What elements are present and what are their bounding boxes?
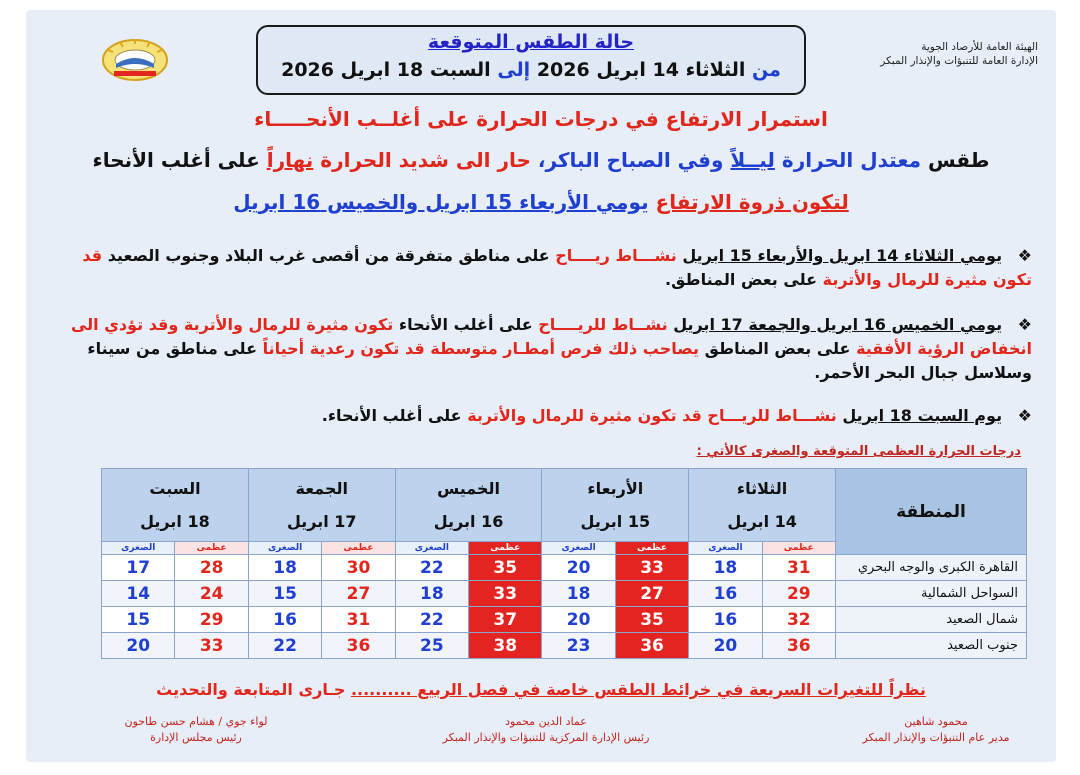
max-temp: 36 — [762, 633, 835, 659]
max-temp: 33 — [175, 633, 248, 659]
table-row — [102, 555, 1027, 581]
bullet-1-text-2: على بعض المناطق. — [665, 270, 818, 289]
max-temp: 35 — [469, 555, 542, 581]
headline-2-g: على أغلب الأنحاء — [92, 148, 260, 172]
title-box — [256, 25, 806, 95]
signature-right — [836, 714, 1036, 746]
region-name: السواحل الشمالية — [836, 581, 1027, 607]
bullet-3-lead: يوم السبت 18 ابريل — [842, 406, 1003, 425]
max-temp: 36 — [322, 633, 395, 659]
org-line-1: الهيئة العامة للأرصاد الجوية — [921, 41, 1038, 53]
headline-3-a: لتكون ذروة الارتفاع — [655, 190, 849, 214]
footer-note-b: جـارى المتابعة والتحديث — [156, 680, 346, 699]
region-name: جنوب الصعيد — [836, 633, 1027, 659]
min-temp: 17 — [102, 555, 175, 581]
footer-note-a: نظراً للتغيرات السريعة في خرائط الطقس خاصة في فصل الربيع .......... — [350, 680, 926, 699]
region-name: القاهرة الكبرى والوجه البحري — [836, 555, 1027, 581]
max-label: عظمى — [175, 542, 248, 555]
max-temp: 37 — [469, 607, 542, 633]
min-label: الصغرى — [102, 542, 175, 555]
min-temp: 16 — [248, 607, 321, 633]
headline-2-e: حار الى شديد الحرارة — [320, 148, 531, 172]
max-temp: 32 — [762, 607, 835, 633]
signature-middle-name: عماد الدين محمود — [505, 715, 587, 728]
diamond-bullet-icon: ❖ — [1017, 246, 1032, 265]
date-to-word: إلى — [497, 59, 531, 81]
min-temp: 15 — [102, 607, 175, 633]
min-temp: 15 — [248, 581, 321, 607]
min-label: الصغرى — [689, 542, 762, 555]
min-temp: 20 — [542, 607, 615, 633]
bullet-2-text-3: على مناطق من سيناء وسلاسل جبال البحر الأحمر. — [87, 339, 1032, 382]
bullet-1-lead: يومي الثلاثاء 14 ابريل والأربعاء 15 ابريل — [682, 246, 1003, 265]
organization-name — [848, 40, 1038, 68]
signature-left — [96, 714, 296, 746]
forecast-bulletin — [26, 10, 1056, 762]
max-temp: 27 — [322, 581, 395, 607]
max-temp: 31 — [762, 555, 835, 581]
bullet-2-accent: نشــاط للريــــاح — [538, 315, 668, 334]
bullet-item-1 — [52, 244, 1032, 292]
min-temp: 14 — [102, 581, 175, 607]
date-end: السبت 18 ابريل 2026 — [281, 59, 491, 81]
day-header-tuesday: الثلاثاء 14 ابريل — [689, 469, 836, 542]
signature-left-name: لواء جوي / هشام حسن طاحون — [124, 715, 268, 728]
min-temp: 22 — [395, 555, 468, 581]
date-start: الثلاثاء 14 ابريل 2026 — [536, 59, 746, 81]
headline-3 — [26, 190, 1056, 214]
min-temp: 22 — [248, 633, 321, 659]
min-temp: 25 — [395, 633, 468, 659]
day-header-friday: الجمعة 17 ابريل — [248, 469, 395, 542]
meteorological-authority-logo-icon — [100, 38, 170, 82]
day-header-thursday: الخميس 16 ابريل — [395, 469, 542, 542]
min-temp: 20 — [689, 633, 762, 659]
min-temp: 20 — [102, 633, 175, 659]
day-header-wednesday: الأربعاء 15 ابريل — [542, 469, 689, 542]
min-temp: 23 — [542, 633, 615, 659]
headline-2-c: ليــلاً — [730, 148, 775, 172]
bullet-1-accent: نشـــاط ريــــاح — [555, 246, 677, 265]
max-temp: 24 — [175, 581, 248, 607]
headline-1: استمرار الارتفاع في درجات الحرارة على أغلــب الأنحـــــاء — [254, 107, 828, 131]
max-temp: 30 — [322, 555, 395, 581]
table-caption: درجات الحرارة العظمى المتوقعة والصغرى كالأتي : — [696, 444, 1021, 459]
bullet-2-accent-2: تكون مثيرة للرمال والأتربة وقد تؤدي الى انخفاض الرؤية الأفقية — [70, 315, 1032, 358]
signature-middle — [406, 714, 686, 746]
signature-right-name: محمود شاهين — [904, 715, 968, 728]
max-label: عظمى — [469, 542, 542, 555]
headline-2-b: معتدل الحرارة — [781, 148, 921, 172]
region-name: شمال الصعيد — [836, 607, 1027, 633]
headline-3-b: يومي الأربعاء 15 ابريل والخميس 16 ابريل — [233, 190, 649, 214]
diamond-bullet-icon: ❖ — [1017, 315, 1032, 334]
headline-2 — [26, 148, 1056, 172]
table-row — [102, 581, 1027, 607]
max-temp: 38 — [469, 633, 542, 659]
day-header-saturday: السبت 18 ابريل — [102, 469, 249, 542]
max-temp: 36 — [615, 633, 688, 659]
min-temp: 16 — [689, 607, 762, 633]
headline-2-f: نهاراً — [266, 148, 314, 172]
max-temp: 31 — [322, 607, 395, 633]
min-temp: 18 — [689, 555, 762, 581]
bullet-3-text: على أغلب الأنحاء. — [321, 406, 462, 425]
table-row — [102, 607, 1027, 633]
bullet-2-lead: يومي الخميس 16 ابريل والجمعة 17 ابريل — [673, 315, 1003, 334]
headline-2-d: وفي الصباح الباكر، — [537, 148, 724, 172]
min-label: الصغرى — [248, 542, 321, 555]
max-temp: 29 — [762, 581, 835, 607]
page-title: حالة الطقس المتوقعة — [427, 31, 635, 53]
min-temp: 18 — [542, 581, 615, 607]
region-column-header: المنطقة — [836, 469, 1027, 555]
max-label: عظمى — [615, 542, 688, 555]
max-label: عظمى — [322, 542, 395, 555]
min-label: الصغرى — [395, 542, 468, 555]
max-temp: 33 — [615, 555, 688, 581]
signature-middle-title: رئيس الإدارة المركزية للتنبؤات والإنذار المبكر — [442, 731, 650, 744]
diamond-bullet-icon: ❖ — [1017, 406, 1032, 425]
bullet-2-accent-3: يصاحب ذلك فرص أمطـار متوسطة قد تكون رعدية أحياناً — [262, 339, 699, 358]
temperature-table — [101, 468, 1027, 659]
max-temp: 33 — [469, 581, 542, 607]
bullet-1-accent-2: قد تكون مثيرة للرمال والأتربة — [82, 246, 1032, 289]
signature-right-title: مدير عام التنبؤات والإنذار المبكر — [862, 731, 1010, 744]
min-temp: 18 — [248, 555, 321, 581]
min-temp: 20 — [542, 555, 615, 581]
bullet-3-accent: نشـــاط للريـــاح قد تكون مثيرة للرمال والأتربة — [467, 406, 837, 425]
max-temp: 35 — [615, 607, 688, 633]
min-temp: 22 — [395, 607, 468, 633]
headline-2-a: طقس — [927, 148, 990, 172]
org-line-2: الإدارة العامة للتنبؤات والإنذار المبكر — [880, 55, 1038, 67]
bullet-2-text-2: على بعض المناطق — [704, 339, 851, 358]
table-row — [102, 633, 1027, 659]
signature-left-title: رئيس مجلس الإدارة — [150, 731, 242, 744]
max-temp: 29 — [175, 607, 248, 633]
max-temp: 27 — [615, 581, 688, 607]
max-temp: 28 — [175, 555, 248, 581]
min-temp: 16 — [689, 581, 762, 607]
max-label: عظمى — [762, 542, 835, 555]
footer-note — [26, 680, 1056, 699]
min-temp: 18 — [395, 581, 468, 607]
forecast-date-range — [258, 59, 804, 81]
bullet-item-2 — [52, 313, 1032, 385]
min-label: الصغرى — [542, 542, 615, 555]
date-from-word: من — [752, 59, 781, 81]
bullet-2-text: على أغلب الأنحاء — [398, 315, 533, 334]
bullet-1-text: على مناطق متفرقة من أقصى غرب البلاد وجنوب الصعيد — [107, 246, 550, 265]
bullet-item-3 — [52, 404, 1032, 428]
